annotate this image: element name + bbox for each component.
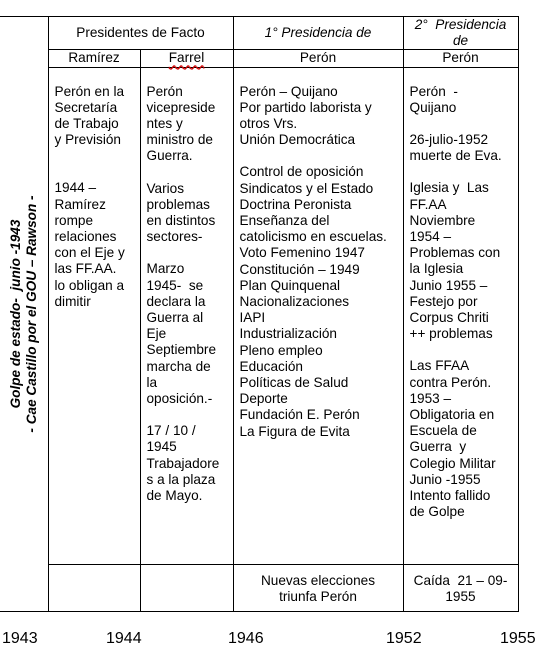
- side-line-2: - Cae Castillo por el GOU – Rawson -: [23, 195, 39, 433]
- text-line: muerte de Eva.: [409, 148, 502, 164]
- footer-peron2-line2: 1955: [445, 588, 476, 604]
- text-line: Secretaría: [54, 99, 118, 115]
- blank-line: [147, 245, 229, 261]
- text-line: Educación: [239, 358, 303, 374]
- text-line: vicepreside: [146, 99, 216, 115]
- year-label: 1946: [228, 630, 264, 647]
- ramirez-lines: [55, 84, 136, 310]
- text-line: 1944 –: [54, 180, 97, 196]
- text-line: Doctrina Peronista: [239, 196, 352, 212]
- header-facto: Presidentes de Facto: [48, 17, 233, 50]
- text-line: Eje: [146, 326, 167, 342]
- header-pres2: [403, 17, 518, 50]
- text-line: Septiembre: [146, 342, 217, 358]
- text-line: en distintos: [146, 213, 216, 229]
- ramirez-content: [48, 67, 140, 564]
- text-line: Control de oposición: [239, 164, 364, 180]
- text-line: problemas: [146, 196, 210, 212]
- text-line: Obligatoria en: [409, 407, 495, 423]
- blank-line: [147, 407, 229, 423]
- text-line: IAPI: [239, 310, 266, 326]
- text-line: FF.AA: [409, 196, 447, 212]
- text-line: Perón en la: [54, 83, 125, 99]
- text-line: Guerra al: [146, 310, 204, 326]
- text-line: 1945- se: [146, 277, 204, 293]
- years-axis: [0, 630, 554, 650]
- text-line: Ramírez: [54, 196, 106, 212]
- text-line: s a la plaza: [146, 471, 216, 487]
- footer-peron1-line2: triunfa Perón: [279, 588, 357, 604]
- peron1-content: [233, 67, 403, 564]
- footer-farrel: [140, 564, 233, 611]
- text-line: sectores-: [146, 229, 203, 245]
- text-line: Guerra.: [146, 148, 193, 164]
- text-line: ntes y: [146, 116, 183, 132]
- text-line: dimitir: [54, 293, 91, 309]
- header-farrel-text: Farrel: [168, 50, 205, 66]
- text-line: Varios: [146, 180, 185, 196]
- text-line: de Trabajo: [54, 116, 119, 132]
- text-line: Festejo por: [409, 293, 478, 309]
- text-line: la: [146, 374, 158, 390]
- farrel-lines: [147, 84, 229, 505]
- text-line: Junio -1955: [409, 471, 481, 487]
- text-line: rompe: [54, 212, 94, 228]
- text-line: Quijano: [409, 99, 457, 115]
- text-line: 1953 –: [409, 390, 452, 406]
- text-line: relaciones: [54, 229, 117, 245]
- text-line: de Golpe: [409, 504, 465, 520]
- text-line: con el Eje y: [54, 245, 125, 261]
- text-line: Unión Democrática: [239, 132, 356, 148]
- header-ramirez: Ramírez: [48, 50, 140, 67]
- text-line: Guerra y: [409, 439, 467, 455]
- blank-line: [240, 148, 399, 164]
- blank-line: [147, 165, 229, 181]
- blank-line: [55, 164, 136, 180]
- header-pres2-line1: 2° Presidencia: [414, 17, 507, 32]
- text-line: Perón: [146, 83, 183, 99]
- text-line: Enseñanza del: [239, 213, 330, 229]
- footer-peron1-line1: Nuevas elecciones: [260, 572, 376, 588]
- text-line: Nacionalizaciones: [239, 294, 350, 310]
- timeline-table: [0, 16, 519, 612]
- text-line: Problemas con: [409, 245, 501, 261]
- text-line: catolicismo en escuelas.: [239, 229, 387, 245]
- blank-line: [410, 164, 514, 180]
- side-cell: [0, 17, 48, 612]
- text-line: Intento fallido: [409, 488, 491, 504]
- text-line: y Previsión: [54, 132, 121, 148]
- text-line: las FF.AA.: [54, 261, 117, 277]
- text-line: Corpus Chriti: [409, 310, 489, 326]
- year-label: 1952: [386, 630, 422, 647]
- text-line: Perón – Quijano: [239, 83, 338, 99]
- text-line: 17 / 10 /: [146, 423, 196, 439]
- text-line: Colegio Militar: [409, 455, 496, 471]
- header-pres1: 1° Presidencia de: [233, 17, 403, 50]
- side-line-1: Golpe de estado- junio -1943: [7, 219, 23, 409]
- blank-line: [410, 342, 514, 358]
- text-line: 26-julio-1952: [409, 132, 489, 148]
- header-pres2-line2: de: [452, 33, 469, 49]
- peron2-lines: [410, 84, 514, 521]
- footer-ramirez: [48, 564, 140, 611]
- text-line: 1945: [146, 439, 177, 455]
- text-line: Constitución – 1949: [239, 261, 360, 277]
- text-line: la Iglesia: [409, 261, 464, 277]
- side-vertical-text: [8, 195, 40, 432]
- peron1-lines: [240, 84, 399, 440]
- header-farrel: [140, 50, 233, 67]
- header-peron2: Perón: [403, 50, 518, 67]
- text-line: Deporte: [239, 391, 288, 407]
- text-line: Fundación E. Perón: [239, 407, 360, 423]
- peron2-content: [403, 67, 518, 564]
- text-line: Iglesia y Las: [409, 180, 489, 196]
- text-line: Junio 1955 –: [409, 277, 488, 293]
- text-line: marcha de: [146, 358, 211, 374]
- text-line: ministro de: [146, 132, 213, 148]
- text-line: Marzo: [146, 261, 185, 277]
- blank-line: [410, 116, 514, 132]
- footer-peron2: [403, 564, 518, 611]
- year-label: 1955: [500, 630, 536, 647]
- header-peron1: Perón: [233, 50, 403, 67]
- text-line: otros Vrs.: [239, 116, 298, 132]
- blank-line: [55, 148, 136, 164]
- footer-peron1: [233, 564, 403, 611]
- text-line: oposición.-: [146, 391, 213, 407]
- text-line: contra Perón.: [409, 374, 492, 390]
- year-label: 1944: [106, 630, 142, 647]
- farrel-content: [140, 67, 233, 564]
- text-line: Por partido laborista y: [239, 99, 372, 115]
- text-line: Las FFAA: [409, 358, 470, 374]
- text-line: Escuela de: [409, 423, 477, 439]
- text-line: declara la: [146, 293, 206, 309]
- year-label: 1943: [2, 630, 38, 647]
- text-line: Perón -: [409, 83, 458, 99]
- text-line: ++ problemas: [409, 326, 493, 342]
- text-line: La Figura de Evita: [239, 423, 350, 439]
- text-line: 1954 –: [409, 229, 452, 245]
- text-line: Plan Quinquenal: [239, 277, 341, 293]
- text-line: Trabajadore: [146, 455, 220, 471]
- text-line: lo obligan a: [54, 277, 125, 293]
- footer-peron2-line1: Caída 21 – 09-: [413, 572, 508, 588]
- text-line: Industrialización: [239, 326, 337, 342]
- text-line: Pleno empleo: [239, 342, 323, 358]
- text-line: de Mayo.: [146, 488, 203, 504]
- text-line: Voto Femenino 1947: [239, 245, 365, 261]
- text-line: Sindicatos y el Estado: [239, 180, 374, 196]
- text-line: Políticas de Salud: [239, 375, 349, 391]
- text-line: Noviembre: [409, 212, 476, 228]
